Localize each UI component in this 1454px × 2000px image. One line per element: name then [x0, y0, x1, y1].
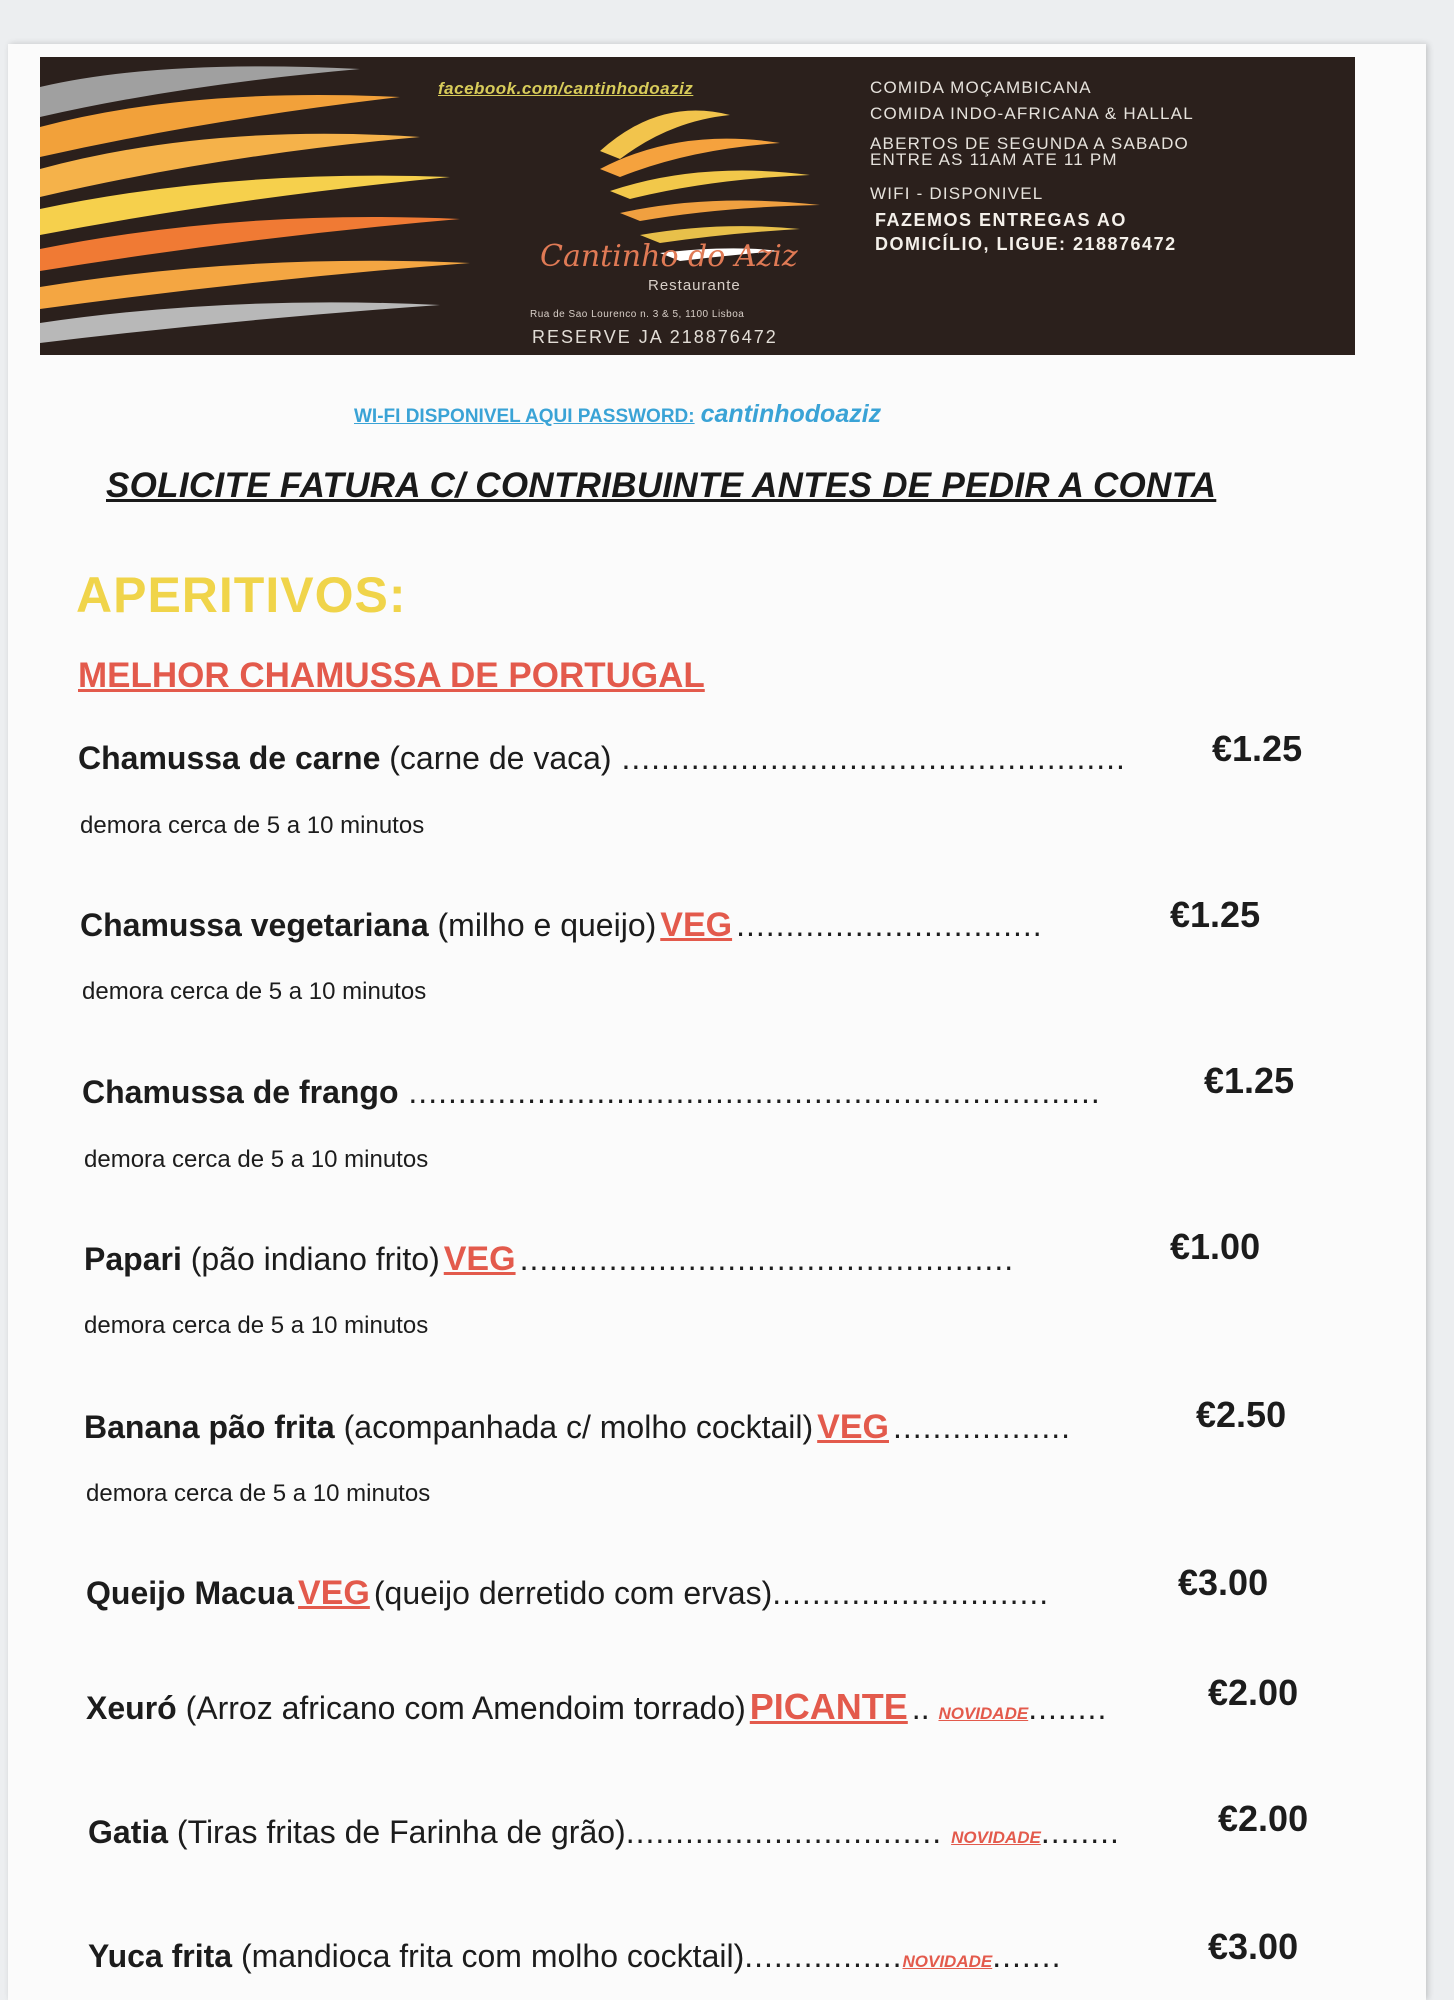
- item-name: Yuca frita: [88, 1938, 233, 1974]
- section-title: APERITIVOS:: [76, 567, 407, 623]
- header-banner: [40, 57, 1355, 355]
- item-price: €2.50: [1196, 1394, 1287, 1435]
- item-description: (milho e queijo): [437, 907, 657, 943]
- item-name: Xeuró: [86, 1690, 177, 1726]
- item-note: demora cerca de 5 a 10 minutos: [84, 1146, 429, 1173]
- item-name: Gatia: [88, 1814, 169, 1850]
- menu-item: Yuca frita (mandioca frita com molho cocktail)................NOVIDADE.......: [88, 1938, 1062, 1974]
- item-leader: ..................: [892, 1409, 1072, 1445]
- item-description: (pão indiano frito): [190, 1241, 440, 1277]
- item-name: Chamussa vegetariana: [80, 907, 429, 943]
- item-description: (queijo derretido com ervas): [373, 1575, 773, 1611]
- item-leader: ..................................................: [519, 1241, 1015, 1277]
- new-badge: NOVIDADE: [951, 1828, 1041, 1847]
- item-price: €1.25: [1170, 894, 1261, 935]
- menu-item: [86, 1574, 1049, 1613]
- item-leader: ................: [744, 1938, 903, 1974]
- item-price: €3.00: [1178, 1562, 1269, 1603]
- item-name: Banana pão frita: [84, 1409, 335, 1445]
- item-leader: ........: [1028, 1690, 1108, 1726]
- item-leader: ......................................................................: [398, 1074, 1101, 1110]
- menu-item: Xeuró (Arroz africano com Amendoim torrado) PICANTE .. NOVIDADE........: [86, 1686, 1108, 1727]
- item-leader: ...................................................: [611, 740, 1126, 776]
- hours-line-2: ENTRE AS 11AM ATE 11 PM: [870, 150, 1118, 169]
- item-description: (acompanhada c/ molho cocktail): [343, 1409, 814, 1445]
- new-badge: NOVIDADE: [938, 1704, 1029, 1723]
- spicy-badge: PICANTE: [749, 1686, 908, 1727]
- item-note: demora cerca de 5 a 10 minutos: [82, 978, 427, 1005]
- item-name: Chamussa de frango: [82, 1074, 399, 1110]
- menu-item: [84, 1408, 1071, 1447]
- subsection-title: MELHOR CHAMUSSA DE PORTUGAL: [78, 656, 705, 695]
- hours-line-1: ABERTOS DE SEGUNDA A SABADO: [870, 134, 1189, 153]
- new-badge: NOVIDADE: [902, 1952, 993, 1971]
- delivery-line-2: DOMICÍLIO, LIGUE: 218876472: [875, 234, 1177, 254]
- menu-item: [82, 1074, 1101, 1111]
- item-description: (carne de vaca): [389, 740, 612, 776]
- veg-badge: VEG: [443, 1240, 516, 1278]
- item-price: €1.25: [1212, 728, 1303, 769]
- item-price: €1.00: [1170, 1226, 1261, 1267]
- item-note: demora cerca de 5 a 10 minutos: [84, 1312, 429, 1339]
- item-price: €3.00: [1208, 1926, 1299, 1967]
- item-leader: ...............................: [736, 907, 1043, 943]
- item-leader: ................................: [625, 1814, 943, 1850]
- menu-item: [80, 906, 1043, 945]
- item-price: €2.00: [1218, 1798, 1309, 1839]
- logo-subtitle: Restaurante: [648, 277, 741, 294]
- item-name: Papari: [84, 1241, 182, 1277]
- veg-badge: VEG: [660, 906, 733, 944]
- restaurant-logo: Cantinho do Aziz: [540, 239, 798, 274]
- item-note: demora cerca de 5 a 10 minutos: [80, 812, 425, 839]
- veg-badge: VEG: [817, 1408, 889, 1446]
- item-price: €2.00: [1208, 1672, 1299, 1713]
- wifi-status: WIFI - DISPONIVEL: [870, 184, 1044, 203]
- veg-badge: VEG: [298, 1574, 370, 1612]
- item-note: demora cerca de 5 a 10 minutos: [86, 1480, 431, 1507]
- menu-item: [84, 1240, 1014, 1279]
- cuisine-line-2: COMIDA INDO-AFRICANA & HALLAL: [870, 104, 1194, 123]
- cuisine-line-1: COMIDA MOÇAMBICANA: [870, 78, 1092, 97]
- facebook-link[interactable]: facebook.com/cantinhodoaziz: [438, 79, 694, 98]
- wifi-password-line: [354, 400, 881, 429]
- wifi-password: cantinhodoaziz: [700, 400, 882, 428]
- menu-item: [78, 740, 1126, 777]
- invoice-notice: SOLICITE FATURA C/ CONTRIBUINTE ANTES DE PEDIR A CONTA: [106, 466, 1217, 505]
- address: Rua de Sao Lourenco n. 3 & 5, 1100 Lisboa: [530, 309, 745, 320]
- wifi-label: WI-FI DISPONIVEL AQUI PASSWORD:: [354, 406, 695, 427]
- item-name: Chamussa de carne: [78, 740, 381, 776]
- item-leader: ............................: [772, 1575, 1050, 1611]
- item-name: Queijo Macua: [86, 1575, 295, 1611]
- item-description: (mandioca frita com molho cocktail): [240, 1938, 745, 1974]
- reservation-phone: RESERVE JA 218876472: [532, 327, 778, 347]
- delivery-line-1: FAZEMOS ENTREGAS AO: [875, 210, 1127, 230]
- item-price: €1.25: [1204, 1060, 1295, 1101]
- item-description: (Arroz africano com Amendoim torrado): [185, 1690, 746, 1726]
- menu-item: Gatia (Tiras fritas de Farinha de grão)................................ NOVIDADE........: [88, 1814, 1120, 1850]
- item-description: (Tiras fritas de Farinha de grão): [176, 1814, 626, 1850]
